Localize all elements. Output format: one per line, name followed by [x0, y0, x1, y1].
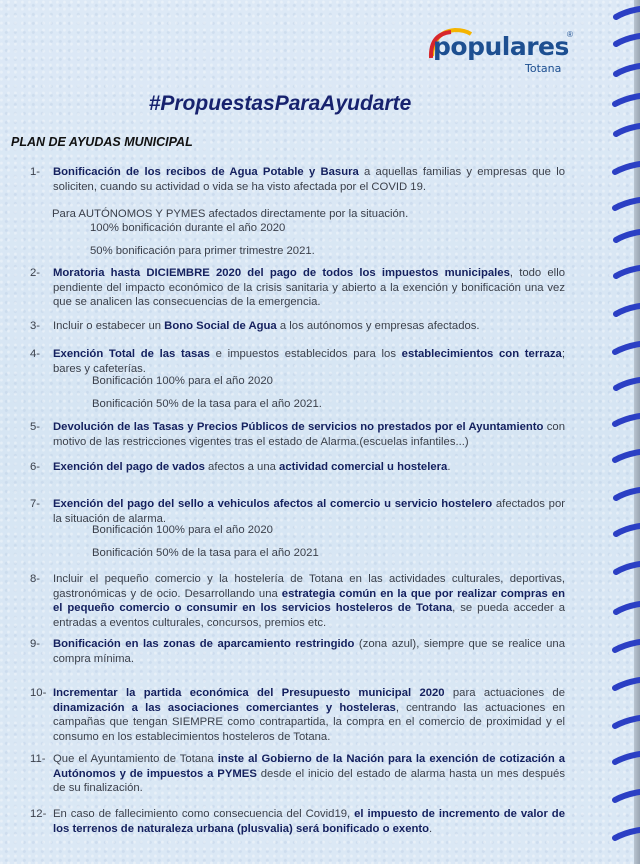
list-item-11	[30, 752, 565, 796]
item-text: , todo ello pendiente del impacto económico de la crisis sanitaria y abierto a la exención y bonificación una vez que se analicen las consecuencias de la emergencia.	[53, 267, 565, 308]
item-number: 12-	[30, 808, 47, 820]
item-bold: Exención del pago del sello a vehiculos afectos al comercio u servicio hostelero	[53, 498, 493, 510]
item-number: 6-	[30, 461, 41, 473]
item-bold: Bonificación de los recibos de Agua Potable y Basura	[53, 166, 359, 178]
item-number: 2-	[30, 267, 41, 279]
item-text: a aquellas familias y empresas que lo soliciten, cuando su actividad o vida se ha visto afectada por el COVID 19.	[53, 166, 565, 193]
item-number: 7-	[30, 498, 41, 510]
list-item-7	[30, 497, 565, 526]
item-number: 1-	[30, 166, 41, 178]
item-text: (zona azul), siempre que se realice una compra mínima.	[53, 638, 565, 665]
item-text: con motivo de las restricciones vigentes tras el estado de Alarma.(escuelas infantiles...)	[53, 421, 565, 448]
logo-registered-mark: ®	[567, 30, 573, 39]
list-item-5	[30, 420, 565, 449]
item-bold: Bono Social de Agua	[164, 320, 277, 332]
item-text-mid: afectos a una	[204, 461, 280, 473]
list-item-4	[30, 347, 565, 376]
item-text: desde el inicio del estado de alarma hasta un mes después de su finalización.	[53, 767, 565, 794]
item-text: .	[447, 461, 451, 473]
list-item-9	[30, 637, 565, 666]
item-bold-2: actividad comercial u hostelera	[279, 461, 448, 473]
item-text: a los autónomos y empresas afectados.	[276, 320, 480, 332]
item-number: 4-	[30, 348, 41, 360]
item-number: 3-	[30, 320, 41, 332]
item-text-mid: e impuestos establecidos para los	[209, 348, 402, 360]
item-number: 11-	[30, 753, 46, 765]
item-text-mid: para actuaciones de	[444, 687, 565, 699]
item-bold: el impuesto de incremento de valor de los terrenos de naturaleza urbana (plusvalia) será bonificado o exento	[53, 808, 565, 835]
item-text-pre: Incluir el pequeño comercio y la hostelería de Totana en las actividades culturales, deportivas, gastronómicas y de ocio. Desarrollando una	[53, 573, 565, 600]
item-text: , se pueda acceder a entradas a eventos culturales, concursos, premios etc.	[53, 602, 565, 629]
list-item-2	[30, 266, 565, 310]
item-text: , centrando las actuaciones en campañas que tengan SIEMPRE como contrapartida, la compra en el comercio de proximidad y el consumo en los establecimientos hosteleros de Totana.	[53, 701, 565, 743]
item-1-sub-intro: Para AUTÓNOMOS Y PYMES afectados directamente por la situación.	[52, 208, 409, 220]
item-bold: Incrementar la partida económica del Presupuesto municipal 2020	[53, 687, 445, 699]
list-item-6	[30, 460, 565, 475]
item-text-pre: Que el Ayuntamiento de Totana	[53, 753, 218, 765]
item-7-sub-2: Bonificación 50% de la tasa para el año 2021	[92, 547, 319, 559]
item-4-sub-1: Bonificación 100% para el año 2020	[92, 375, 273, 387]
item-bold-2: dinamización a las asociaciones comerciantes y hosteleras	[53, 701, 396, 714]
item-number: 8-	[30, 573, 41, 585]
item-number: 10-	[30, 687, 47, 699]
item-bold: estrategia común en la que por realizar compras en el pequeño comercio o consumir en los servicios hosteleros de Totana	[53, 587, 565, 614]
list-item-3	[30, 319, 565, 334]
list-item-8	[30, 572, 565, 630]
item-text: .	[429, 822, 433, 835]
item-number: 5-	[30, 421, 41, 433]
list-item-10	[30, 686, 565, 744]
item-text: afectados por la situación de alarma.	[53, 498, 566, 525]
item-4-sub-2: Bonificación 50% de la tasa para el año 2021.	[92, 398, 322, 410]
item-bold-2: establecimientos con terraza	[401, 348, 562, 360]
item-text-pre: Incluir o estabecer un	[53, 320, 165, 332]
page-title: #PropuestasParaAyudarte	[148, 92, 412, 115]
item-bold: Bonificación en las zonas de aparcamiento restringido	[53, 638, 355, 650]
item-7-sub-1: Bonificación 100% para el año 2020	[92, 524, 273, 536]
item-1-sub-1: 100% bonificación durante el año 2020	[90, 222, 286, 234]
item-bold: Devolución de las Tasas y Precios Públicos de servicios no prestados por el Ayuntamiento	[53, 421, 544, 433]
item-bold: Exención del pago de vados	[53, 461, 205, 473]
plan-heading: PLAN DE AYUDAS MUNICIPAL	[11, 135, 193, 149]
logo-brand: populares	[433, 32, 569, 61]
item-bold: inste al Gobierno de la Nación para la exención de cotización a Autónomos y de impuestos a PYMES	[53, 753, 566, 780]
item-bold: Moratoria hasta DICIEMBRE 2020 del pago de todos los impuestos municipales	[53, 267, 510, 279]
item-bold: Exención Total de las tasas	[53, 348, 210, 360]
item-1-sub-2: 50% bonificación para primer trimestre 2021.	[90, 245, 315, 257]
item-text-pre: En caso de fallecimiento como consecuencia del Covid19,	[53, 808, 355, 820]
logo-location: Totana	[525, 62, 562, 75]
item-text: ; bares y cafeterías.	[53, 348, 565, 375]
list-item-1	[30, 165, 565, 194]
list-item-12	[30, 807, 565, 836]
item-number: 9-	[30, 638, 41, 650]
